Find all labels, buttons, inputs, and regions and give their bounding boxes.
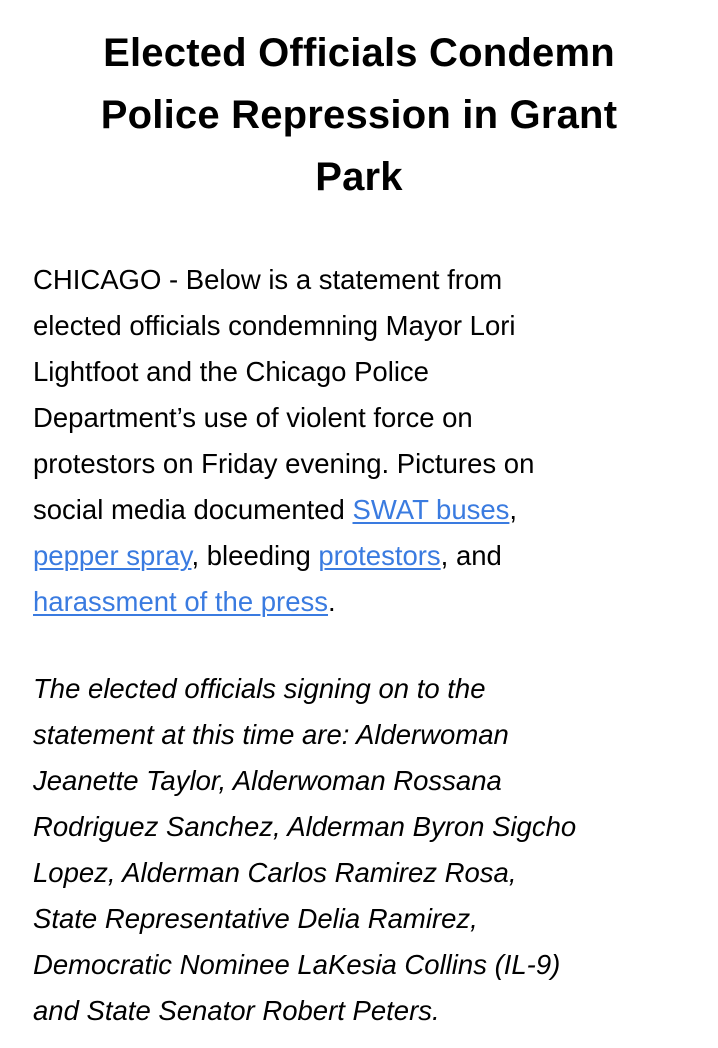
pepper-spray-link[interactable]: pepper spray [33, 540, 192, 571]
intro-line: Lightfoot and the Chicago Police [33, 356, 429, 387]
intro-line: protestors on Friday evening. Pictures on [33, 448, 535, 479]
article-headline [30, 22, 688, 208]
intro-line [33, 487, 693, 533]
swat-buses-link[interactable]: SWAT buses [352, 494, 510, 525]
signers-line: Rodriguez Sanchez, Alderman Byron Sigcho [33, 811, 577, 842]
headline-line: Police Repression in Grant [100, 93, 618, 137]
intro-paragraph [33, 257, 693, 625]
intro-line: CHICAGO - Below is a statement from [33, 264, 503, 295]
intro-text: social media documented [33, 494, 353, 525]
intro-text: . [328, 586, 336, 617]
protestors-link[interactable]: protestors [318, 540, 441, 571]
intro-text: , and [440, 540, 502, 571]
signers-line: Democratic Nominee LaKesia Collins (IL-9) [33, 949, 561, 980]
signers-paragraph [33, 666, 693, 1034]
signers-line: State Representative Delia Ramirez, [33, 903, 478, 934]
intro-line [33, 533, 693, 579]
signers-line: The elected officials signing on to the [33, 673, 486, 704]
signers-line: and State Senator Robert Peters. [33, 995, 440, 1026]
harassment-of-press-link[interactable]: harassment of the press [33, 586, 329, 617]
intro-line: Department’s use of violent force on [33, 402, 473, 433]
signers-line: statement at this time are: Alderwoman [33, 719, 509, 750]
intro-text: , bleeding [191, 540, 319, 571]
headline-line: Elected Officials Condemn [103, 31, 615, 75]
signers-line: Lopez, Alderman Carlos Ramirez Rosa, [33, 857, 517, 888]
intro-line [33, 579, 693, 625]
intro-line: elected officials condemning Mayor Lori [33, 310, 516, 341]
signers-line: Jeanette Taylor, Alderwoman Rossana [33, 765, 502, 796]
headline-line: Park [315, 155, 403, 199]
intro-text: , [509, 494, 518, 525]
